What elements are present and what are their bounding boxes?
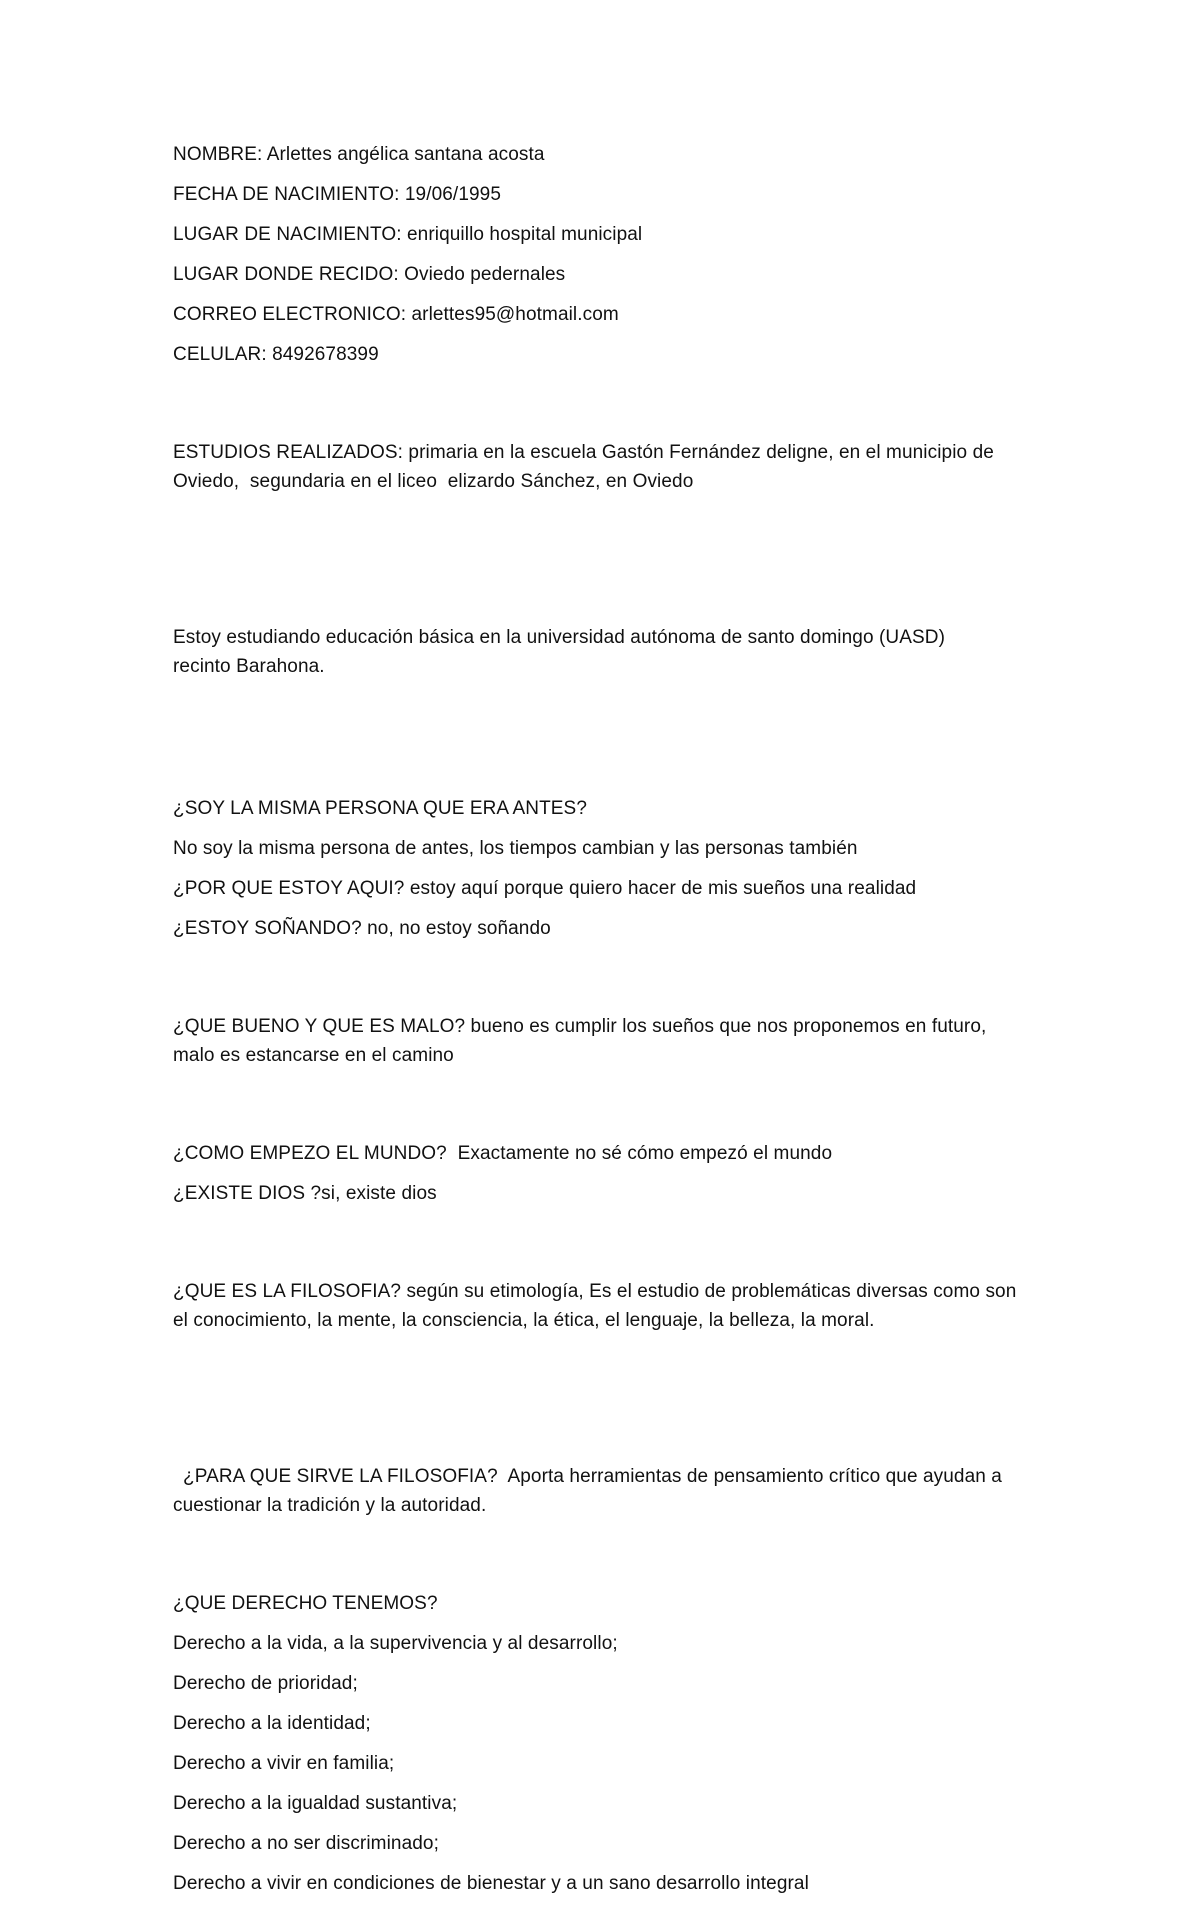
pregunta-8-line-1: ¿PARA QUE SIRVE LA FILOSOFIA? Aporta herramientas de pensamiento crítico que ayudan a	[183, 1466, 1002, 1487]
pregunta-4-line-2: malo es estancarse en el camino	[173, 1045, 454, 1066]
derecho-item: Derecho a vivir en familia;	[173, 1753, 395, 1774]
estudiando-paragraph	[173, 565, 1073, 739]
derecho-item: Derecho a no ser discriminado;	[173, 1833, 439, 1854]
estudiando-line-2: recinto Barahona.	[173, 656, 325, 677]
section-gap	[173, 750, 1073, 794]
pregunta-6: ¿EXISTE DIOS ?si, existe dios	[173, 1183, 437, 1204]
pregunta-7	[173, 1219, 1073, 1393]
estudiando-line-1: Estoy estudiando educación básica en la universidad autónoma de santo domingo (UASD)	[173, 627, 946, 648]
correo-line: CORREO ELECTRONICO: arlettes95@hotmail.com	[173, 304, 619, 325]
derecho-item: Derecho a la vida, a la supervivencia y al desarrollo;	[173, 1633, 618, 1654]
derecho-item: Derecho a la identidad;	[173, 1713, 371, 1734]
pregunta-7-line-2: el conocimiento, la mente, la consciencia, la ética, el lenguaje, la belleza, la moral.	[173, 1310, 875, 1331]
respuesta-1: No soy la misma persona de antes, los tiempos cambian y las personas también	[173, 838, 858, 859]
derecho-item: Derecho a vivir en condiciones de bienestar y a un sano desarrollo integral	[173, 1873, 809, 1894]
pregunta-8-line-2: cuestionar la tradición y la autoridad.	[173, 1495, 487, 1516]
estudios-paragraph	[173, 380, 1073, 554]
celular-line: CELULAR: 8492678399	[173, 344, 379, 365]
lugar-nacimiento-line: LUGAR DE NACIMIENTO: enriquillo hospital municipal	[173, 224, 643, 245]
pregunta-9: ¿QUE DERECHO TENEMOS?	[173, 1593, 438, 1614]
pregunta-4	[173, 954, 1073, 1128]
estudios-line-2: Oviedo, segundaria en el liceo elizardo Sánchez, en Oviedo	[173, 471, 694, 492]
document-body	[173, 140, 1073, 1909]
estudios-line-1: ESTUDIOS REALIZADOS: primaria en la escuela Gastón Fernández deligne, en el municipio de	[173, 442, 994, 463]
pregunta-4-line-1: ¿QUE BUENO Y QUE ES MALO? bueno es cumplir los sueños que nos proponemos en futuro,	[173, 1016, 987, 1037]
derecho-item: Derecho a la igualdad sustantiva;	[173, 1793, 458, 1814]
pregunta-8	[173, 1404, 1073, 1578]
pregunta-3: ¿ESTOY SOÑANDO? no, no estoy soñando	[173, 918, 551, 939]
lugar-recido-line: LUGAR DONDE RECIDO: Oviedo pedernales	[173, 264, 566, 285]
derecho-item: Derecho de prioridad;	[173, 1673, 358, 1694]
pregunta-7-line-1: ¿QUE ES LA FILOSOFIA? según su etimología, Es el estudio de problemáticas diversas como son	[173, 1281, 1017, 1302]
pregunta-1: ¿SOY LA MISMA PERSONA QUE ERA ANTES?	[173, 798, 588, 819]
pregunta-2: ¿POR QUE ESTOY AQUI? estoy aquí porque quiero hacer de mis sueños una realidad	[173, 878, 917, 899]
pregunta-5: ¿COMO EMPEZO EL MUNDO? Exactamente no sé cómo empezó el mundo	[173, 1143, 833, 1164]
nombre-line: NOMBRE: Arlettes angélica santana acosta	[173, 144, 545, 165]
fecha-nacimiento-line: FECHA DE NACIMIENTO: 19/06/1995	[173, 184, 501, 205]
